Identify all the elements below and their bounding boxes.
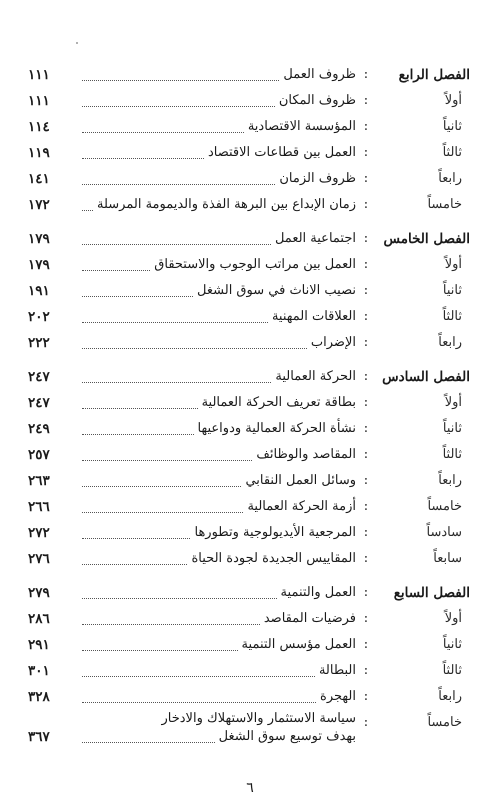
entry-title-wrap bbox=[78, 226, 356, 252]
dot-leader bbox=[82, 80, 279, 81]
label-separator: : bbox=[363, 637, 369, 652]
entry-page-number: ١٤١ bbox=[28, 171, 50, 187]
entry-page-number: ٢٢٢ bbox=[28, 335, 50, 351]
entry-title: البطالة bbox=[318, 663, 356, 678]
entry-title-wrap bbox=[78, 304, 356, 330]
page-footer-number: ٦ bbox=[246, 780, 254, 796]
chapter-label: الفصل الخامس bbox=[383, 231, 470, 247]
entry-page-number: ٢٠٢ bbox=[28, 309, 50, 325]
chapter-row bbox=[28, 364, 470, 390]
entry-title: ظروف العمل bbox=[283, 67, 356, 82]
entry-page-number: ٢٩١ bbox=[28, 637, 50, 653]
label-separator: : bbox=[363, 119, 369, 134]
entry-page-number: ٢٥٧ bbox=[28, 447, 50, 463]
dot-leader bbox=[82, 106, 275, 107]
label-separator: : bbox=[363, 283, 369, 298]
section-label: ثالثاً bbox=[442, 663, 462, 678]
entry-title-wrap bbox=[78, 166, 356, 192]
entry-page-number: ٢٦٦ bbox=[28, 499, 50, 515]
dot-leader bbox=[82, 650, 238, 651]
dot-leader bbox=[82, 158, 204, 159]
section-row bbox=[28, 140, 470, 166]
section-row bbox=[28, 710, 470, 748]
section-label: سابعاً bbox=[433, 551, 462, 566]
dot-leader bbox=[82, 512, 243, 513]
section-label: خامساً bbox=[427, 499, 462, 514]
entry-title: المقاصد والوظائف bbox=[256, 447, 356, 462]
section-row bbox=[28, 658, 470, 684]
entry-title: العمل بين قطاعات الاقتصاد bbox=[207, 145, 356, 160]
entry-page-number: ٢٤٩ bbox=[28, 421, 50, 437]
dot-leader bbox=[82, 348, 307, 349]
dot-leader bbox=[82, 244, 271, 245]
chapter-row bbox=[28, 226, 470, 252]
label-separator: : bbox=[363, 257, 369, 272]
entry-title: المقاييس الجديدة لجودة الحياة bbox=[191, 551, 356, 566]
entry-page-number: ١٧٩ bbox=[28, 231, 50, 247]
dot-leader bbox=[82, 460, 252, 461]
entry-title: العمل بين مراتب الوجوب والاستحقاق bbox=[154, 257, 356, 272]
dot-leader bbox=[82, 408, 198, 409]
section-label: ثانياً bbox=[442, 283, 462, 298]
section-row bbox=[28, 114, 470, 140]
section-label: ثالثاً bbox=[442, 309, 462, 324]
label-separator: : bbox=[363, 447, 369, 462]
section-row bbox=[28, 252, 470, 278]
entry-title: وسائل العمل النقابي bbox=[245, 473, 356, 488]
scan-speck bbox=[76, 42, 78, 44]
section-label: ثانياً bbox=[442, 421, 462, 436]
dot-leader bbox=[82, 564, 187, 565]
entry-page-number: ٢٧٩ bbox=[28, 585, 50, 601]
entry-title-line1: سياسة الاستثمار والاستهلاك والادخار bbox=[161, 711, 356, 726]
entry-title-wrap bbox=[78, 192, 356, 218]
entry-title-wrap bbox=[78, 442, 356, 468]
entry-title-wrap bbox=[78, 632, 356, 658]
entry-page-number: ١١٤ bbox=[28, 119, 50, 135]
entry-title: بهدف توسيع سوق الشغل bbox=[218, 729, 356, 744]
entry-title: العمل والتنمية bbox=[280, 585, 356, 600]
entry-title: نصيب الاناث في سوق الشغل bbox=[197, 283, 356, 298]
entry-title: بطاقة تعريف الحركة العمالية bbox=[201, 395, 356, 410]
entry-title-wrap bbox=[78, 468, 356, 494]
dot-leader bbox=[82, 184, 275, 185]
section-row bbox=[28, 546, 470, 572]
section-label: خامساً bbox=[427, 197, 462, 212]
section-row bbox=[28, 304, 470, 330]
chapter-label: الفصل السابع bbox=[393, 585, 470, 601]
entry-title-wrap bbox=[78, 114, 356, 140]
label-separator: : bbox=[363, 585, 369, 600]
label-separator: : bbox=[363, 611, 369, 626]
chapter-row bbox=[28, 580, 470, 606]
section-label: رابعاً bbox=[438, 171, 462, 186]
label-separator: : bbox=[363, 689, 369, 704]
section-row bbox=[28, 88, 470, 114]
section-label: أولاً bbox=[444, 93, 462, 108]
label-separator: : bbox=[363, 525, 369, 540]
section-label: أولاً bbox=[444, 257, 462, 272]
entry-title: الإضراب bbox=[310, 335, 356, 350]
section-row bbox=[28, 390, 470, 416]
entry-title-wrap bbox=[78, 416, 356, 442]
entry-page-number: ٢٤٧ bbox=[28, 369, 50, 385]
label-separator: : bbox=[363, 197, 369, 212]
label-separator: : bbox=[363, 421, 369, 436]
entry-page-number: ١١٩ bbox=[28, 145, 50, 161]
section-label: ثانياً bbox=[442, 637, 462, 652]
dot-leader bbox=[82, 538, 190, 539]
entry-title: الهجرة bbox=[320, 689, 356, 704]
label-separator: : bbox=[363, 369, 369, 384]
section-row bbox=[28, 278, 470, 304]
section-label: سادساً bbox=[426, 525, 462, 540]
label-separator: : bbox=[363, 171, 369, 186]
entry-title-wrap bbox=[78, 520, 356, 546]
section-row bbox=[28, 468, 470, 494]
entry-title-wrap bbox=[78, 546, 356, 572]
section-label: رابعاً bbox=[438, 335, 462, 350]
entry-title: زمان الإبداع بين البرهة الفذة والديمومة المرسلة bbox=[97, 197, 356, 212]
entry-title: العلاقات المهنية bbox=[271, 309, 356, 324]
entry-title: نشأة الحركة العمالية ودواعيها bbox=[197, 421, 356, 436]
entry-page-number: ٢٨٦ bbox=[28, 611, 50, 627]
entry-page-number: ١٩١ bbox=[28, 283, 50, 299]
entry-title-wrap bbox=[78, 62, 356, 88]
entry-page-number: ٢٦٣ bbox=[28, 473, 50, 489]
entry-page-number: ١١١ bbox=[28, 93, 50, 109]
label-separator: : bbox=[363, 499, 369, 514]
dot-leader bbox=[82, 132, 244, 133]
section-label: أولاً bbox=[444, 395, 462, 410]
dot-leader bbox=[82, 296, 193, 297]
entry-title-wrap bbox=[78, 494, 356, 520]
section-label: ثانياً bbox=[442, 119, 462, 134]
entry-title: المؤسسة الاقتصادية bbox=[247, 119, 356, 134]
entry-page-number: ٣٠١ bbox=[28, 663, 50, 679]
dot-leader bbox=[82, 624, 260, 625]
entry-title-wrap bbox=[78, 580, 356, 606]
section-label: رابعاً bbox=[438, 473, 462, 488]
entry-title: ظروف المكان bbox=[278, 93, 356, 108]
entry-page-number: ٢٧٢ bbox=[28, 525, 50, 541]
entry-title-wrap bbox=[78, 278, 356, 304]
entry-page-number: ١٧٩ bbox=[28, 257, 50, 273]
dot-leader bbox=[82, 676, 315, 677]
entry-title-wrap bbox=[78, 724, 356, 750]
section-row bbox=[28, 494, 470, 520]
section-row bbox=[28, 330, 470, 356]
section-row bbox=[28, 192, 470, 218]
section-row bbox=[28, 442, 470, 468]
entry-title-wrap bbox=[78, 330, 356, 356]
section-label: رابعاً bbox=[438, 689, 462, 704]
section-row bbox=[28, 416, 470, 442]
section-row bbox=[28, 606, 470, 632]
entry-title: فرضيات المقاصد bbox=[263, 611, 356, 626]
section-row bbox=[28, 632, 470, 658]
entry-title-wrap bbox=[78, 364, 356, 390]
entry-title: الحركة العمالية bbox=[275, 369, 356, 384]
label-separator: : bbox=[363, 67, 369, 82]
label-separator: : bbox=[363, 231, 369, 246]
entry-page-number: ١١١ bbox=[28, 67, 50, 83]
dot-leader bbox=[82, 322, 268, 323]
entry-title: العمل مؤسس التنمية bbox=[241, 637, 356, 652]
label-separator: : bbox=[363, 551, 369, 566]
entry-page-number: ٢٧٦ bbox=[28, 551, 50, 567]
dot-leader bbox=[82, 486, 241, 487]
entry-title-wrap bbox=[78, 658, 356, 684]
section-label: أولاً bbox=[444, 611, 462, 626]
entry-title: أزمة الحركة العمالية bbox=[247, 499, 356, 514]
section-label: خامساً bbox=[427, 715, 462, 730]
label-separator: : bbox=[363, 715, 369, 730]
label-separator: : bbox=[363, 93, 369, 108]
section-label: ثالثاً bbox=[442, 145, 462, 160]
entry-title-wrap bbox=[78, 252, 356, 278]
label-separator: : bbox=[363, 309, 369, 324]
chapter-row bbox=[28, 62, 470, 88]
section-row bbox=[28, 520, 470, 546]
label-separator: : bbox=[363, 473, 369, 488]
section-label: ثالثاً bbox=[442, 447, 462, 462]
label-separator: : bbox=[363, 335, 369, 350]
entry-title: المرجعية الأيديولوجية وتطورها bbox=[194, 525, 356, 540]
entry-title: اجتماعية العمل bbox=[274, 231, 356, 246]
dot-leader bbox=[82, 270, 150, 271]
label-separator: : bbox=[363, 663, 369, 678]
entry-title: ظروف الزمان bbox=[279, 171, 356, 186]
entry-title-wrap bbox=[78, 390, 356, 416]
chapter-label: الفصل الرابع bbox=[398, 67, 470, 83]
entry-title-wrap bbox=[78, 606, 356, 632]
entry-title-wrap bbox=[78, 88, 356, 114]
entry-page-number: ٢٤٧ bbox=[28, 395, 50, 411]
dot-leader bbox=[82, 598, 277, 599]
chapter-label: الفصل السادس bbox=[382, 369, 470, 385]
dot-leader bbox=[82, 742, 215, 743]
dot-leader bbox=[82, 210, 93, 211]
section-row bbox=[28, 166, 470, 192]
entry-page-number: ١٧٢ bbox=[28, 197, 50, 213]
entry-page-number: ٣٢٨ bbox=[28, 689, 50, 705]
dot-leader bbox=[82, 702, 316, 703]
table-of-contents bbox=[28, 62, 470, 748]
dot-leader bbox=[82, 434, 194, 435]
entry-page-number: ٣٦٧ bbox=[28, 729, 50, 745]
label-separator: : bbox=[363, 395, 369, 410]
label-separator: : bbox=[363, 145, 369, 160]
dot-leader bbox=[82, 382, 271, 383]
entry-title-wrap bbox=[78, 140, 356, 166]
